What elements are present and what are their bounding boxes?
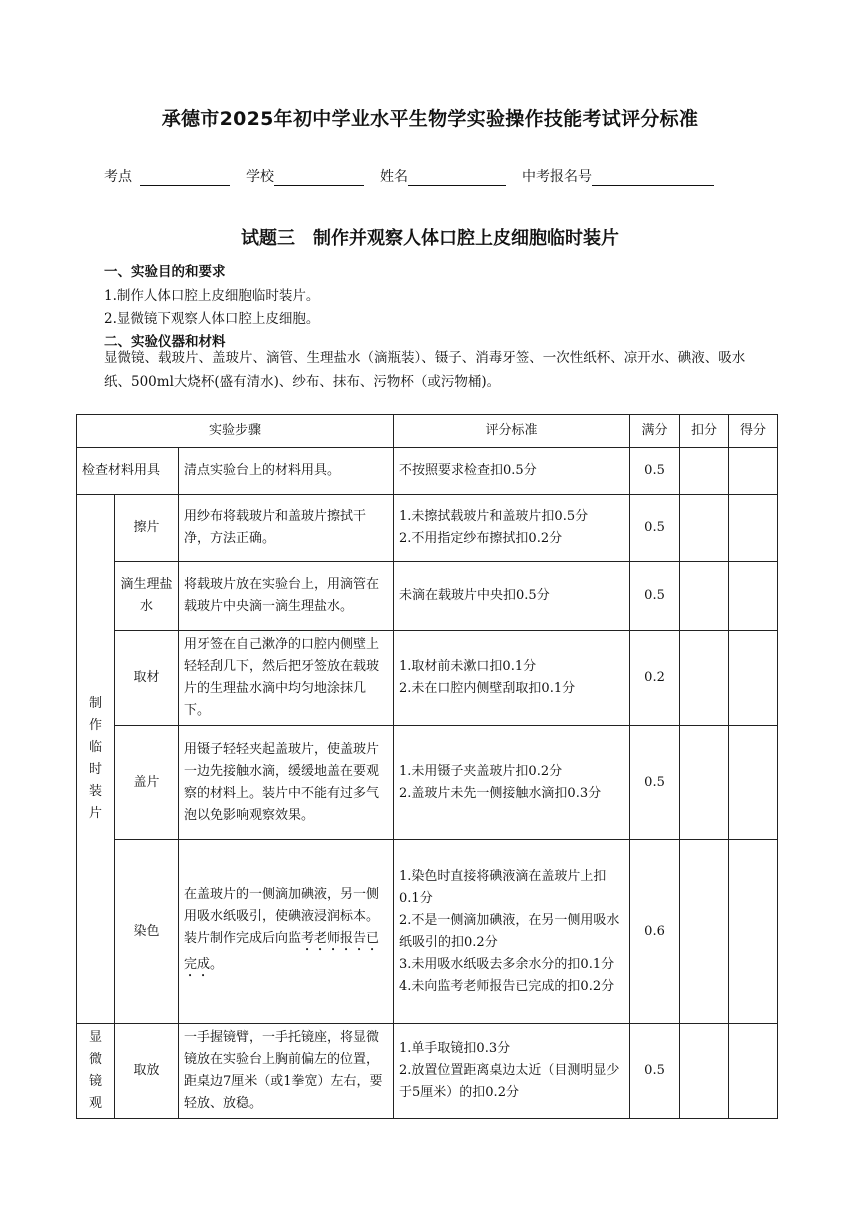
deduction-cell xyxy=(680,631,729,726)
criteria-item: 1.未擦拭载玻片和盖玻片扣0.5分 xyxy=(399,509,589,524)
info-field-label: 考点 xyxy=(104,169,132,185)
section-heading-materials: 二、实验仪器和材料 xyxy=(104,334,226,350)
full-score: 0.2 xyxy=(630,631,680,726)
step-name: 盖片 xyxy=(115,726,179,840)
full-score: 0.5 xyxy=(630,495,680,562)
score-cell xyxy=(729,448,778,495)
deduction-cell xyxy=(680,495,729,562)
score-cell xyxy=(729,495,778,562)
step-criteria xyxy=(394,631,630,726)
table-header-row xyxy=(77,415,778,448)
score-cell xyxy=(729,726,778,840)
table-row xyxy=(77,1024,778,1119)
stage-label-text: 显 微 镜 观 xyxy=(88,1030,102,1111)
full-score: 0.5 xyxy=(630,562,680,631)
info-field xyxy=(246,166,364,186)
step-procedure: 用牙签在自己漱净的口腔内侧壁上轻轻刮几下，然后把牙签放在载玻片的生理盐水滴中均匀地涂抹几下。 xyxy=(179,631,394,726)
info-field-blank[interactable] xyxy=(274,171,364,186)
step-criteria xyxy=(394,1024,630,1119)
step-procedure: 一手握镜臂，一手托镜座，将显微镜放在实验台上胸前偏左的位置，距桌边7厘米（或1拳宽）左右，要轻放、放稳。 xyxy=(179,1024,394,1119)
stage-label-microscope xyxy=(77,1024,115,1119)
info-field xyxy=(522,166,714,186)
step-procedure: 用纱布将载玻片和盖玻片擦拭干净，方法正确。 xyxy=(179,495,394,562)
criteria-item: 2.不用指定纱布擦拭扣0.2分 xyxy=(399,531,563,546)
scoring-table xyxy=(76,414,778,1119)
stage-label-text: 制 作 临 时 装 片 xyxy=(88,696,102,821)
stage-label-make-slide xyxy=(77,495,115,1024)
criteria-item: 4.未向监考老师报告已完成的扣0.2分 xyxy=(399,978,615,994)
criteria-item: 1.染色时直接将碘液滴在盖玻片上扣0.1分 xyxy=(399,868,607,906)
score-cell xyxy=(729,631,778,726)
step-name: 检查材料用具 xyxy=(77,448,179,495)
step-procedure xyxy=(179,840,394,1024)
step-name: 取材 xyxy=(115,631,179,726)
header-full-score: 满分 xyxy=(630,415,680,448)
deduction-cell xyxy=(680,840,729,1024)
table-row xyxy=(77,448,778,495)
criteria-item: 2.不是一侧滴加碘液，在另一侧用吸水纸吸引的扣0.2分 xyxy=(399,912,620,950)
deduction-cell xyxy=(680,562,729,631)
step-criteria xyxy=(394,840,630,1024)
objective-item: 2.显微镜下观察人体口腔上皮细胞。 xyxy=(104,311,320,327)
score-cell xyxy=(729,562,778,631)
criteria-item: 2.未在口腔内侧壁刮取扣0.1分 xyxy=(399,681,576,696)
step-name: 染色 xyxy=(115,840,179,1024)
step-criteria xyxy=(394,495,630,562)
info-field-label: 学校 xyxy=(246,169,274,185)
info-field-label: 中考报名号 xyxy=(522,169,592,185)
header-score: 得分 xyxy=(729,415,778,448)
info-field-blank[interactable] xyxy=(592,171,714,186)
deduction-cell xyxy=(680,448,729,495)
criteria-item: 2.放置位置距离桌边太近（目测明显少于5厘米）的扣0.2分 xyxy=(399,1063,620,1100)
step-name: 取放 xyxy=(115,1024,179,1119)
table-row xyxy=(77,562,778,631)
header-steps: 实验步骤 xyxy=(77,415,394,448)
procedure-text: 在盖玻片的一侧滴加碘液，另一侧用吸水纸吸引，使碘液浸润标本。装片制作完成后向监 xyxy=(184,886,380,946)
full-score: 0.6 xyxy=(630,840,680,1024)
table-row xyxy=(77,631,778,726)
header-deduction: 扣分 xyxy=(680,415,729,448)
step-criteria xyxy=(394,562,630,631)
exam-question-title: 试题三 制作并观察人体口腔上皮细胞临时装片 xyxy=(241,228,619,249)
step-criteria: 不按照要求检查扣0.5分 xyxy=(394,448,630,495)
criteria-item: 2.盖玻片未先一侧接触水滴扣0.3分 xyxy=(399,785,602,801)
criteria-item: 1.取材前未漱口扣0.1分 xyxy=(399,659,537,674)
materials-list: 显微镜、载玻片、盖玻片、滴管、生理盐水（滴瓶装）、镊子、消毒牙签、一次性纸杯、凉开水、碘液、吸水纸、500ml大烧杯(盛有清水)、纱布、抹布、污物杯（或污物桶)。 xyxy=(104,350,746,390)
objective-item: 1.制作人体口腔上皮细胞临时装片。 xyxy=(104,288,320,304)
info-field-label: 姓名 xyxy=(380,169,408,185)
criteria-item: 未滴在载玻片中央扣0.5分 xyxy=(399,588,550,603)
full-score: 0.5 xyxy=(630,1024,680,1119)
document-title: 承德市2025年初中学业水平生物学实验操作技能考试评分标准 xyxy=(161,108,699,130)
table-row xyxy=(77,840,778,1024)
deduction-cell xyxy=(680,726,729,840)
step-procedure: 用镊子轻轻夹起盖玻片，使盖玻片一边先接触水滴，缓缓地盖在要观察的材料上。装片中不能有过多气泡以免影响观察效果。 xyxy=(179,726,394,840)
header-criteria: 评分标准 xyxy=(394,415,630,448)
full-score: 0.5 xyxy=(630,726,680,840)
info-field-blank[interactable] xyxy=(408,171,506,186)
table-row xyxy=(77,495,778,562)
procedure-emphasis-text: 考老师报告已完成。 xyxy=(184,930,380,972)
score-cell xyxy=(729,840,778,1024)
info-field xyxy=(380,166,506,186)
info-field-blank[interactable] xyxy=(140,171,230,186)
criteria-item: 3.未用吸水纸吸去多余水分的扣0.1分 xyxy=(399,956,615,972)
table-row xyxy=(77,726,778,840)
full-score: 0.5 xyxy=(630,448,680,495)
info-field xyxy=(104,166,230,186)
step-procedure: 将载玻片放在实验台上，用滴管在载玻片中央滴一滴生理盐水。 xyxy=(179,562,394,631)
criteria-item: 1.未用镊子夹盖玻片扣0.2分 xyxy=(399,763,563,779)
step-criteria xyxy=(394,726,630,840)
step-procedure: 清点实验台上的材料用具。 xyxy=(179,448,394,495)
candidate-info-fields xyxy=(104,166,730,186)
section-heading-objectives: 一、实验目的和要求 xyxy=(104,264,226,280)
step-name: 滴生理盐水 xyxy=(115,562,179,631)
step-name: 擦片 xyxy=(115,495,179,562)
score-cell xyxy=(729,1024,778,1119)
deduction-cell xyxy=(680,1024,729,1119)
criteria-item: 1.单手取镜扣0.3分 xyxy=(399,1041,511,1056)
